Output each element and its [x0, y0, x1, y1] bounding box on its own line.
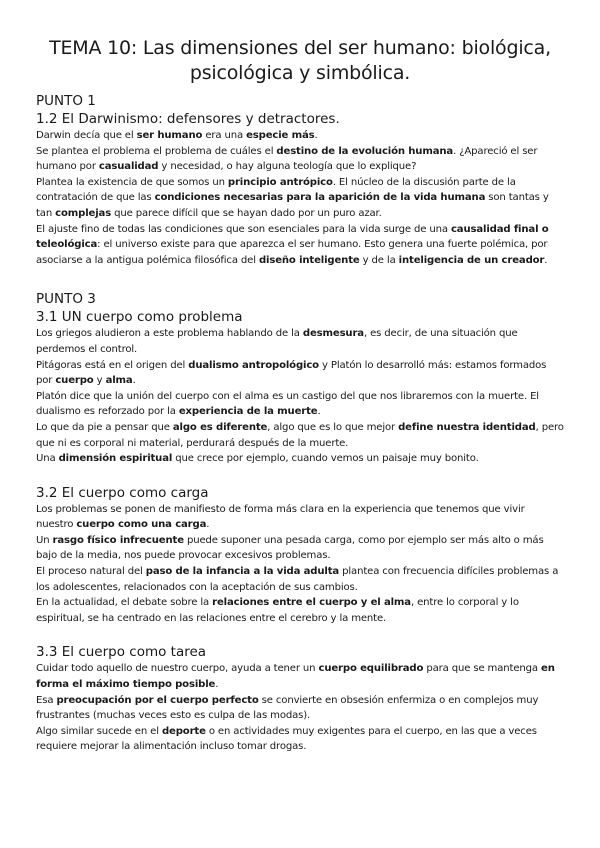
text-run: Darwin decía que el [36, 130, 137, 141]
paragraph [36, 420, 564, 451]
bold-term: cuerpo [55, 375, 94, 387]
text-run: . [206, 519, 210, 531]
title-line-1: TEMA 10: Las dimensiones del ser humano: biológica, [49, 37, 551, 59]
text-run: . [317, 406, 321, 418]
text-run: o en actividades muy exigentes para el cuerpo, en las que a veces requiere mejorar la alimentación incluso tomar drogas. [36, 725, 537, 753]
bold-term: inteligencia de un creador [398, 254, 545, 266]
paragraph [36, 326, 564, 357]
section-heading: 3.1 UN cuerpo como problema [36, 309, 243, 326]
bold-term: dimensión espiritual [58, 453, 173, 465]
text-run: que parece difícil que se hayan dado por un puro azar. [111, 207, 382, 219]
text-run: En la actualidad, el debate sobre la [36, 597, 213, 609]
bold-term: define nuestra identidad [398, 421, 536, 433]
text-run: que crece por ejemplo, cuando vemos un paisaje muy bonito. [172, 453, 479, 465]
paragraph [36, 144, 564, 175]
bold-term: dualismo antropológico [188, 359, 319, 371]
bold-term: cuerpo equilibrado [318, 663, 424, 675]
bold-term: deporte [161, 725, 206, 737]
bold-term: alma [105, 375, 133, 387]
punto-heading: PUNTO 3 [36, 291, 96, 308]
text-run: Se plantea el problema el problema de cuáles el [36, 145, 277, 157]
text-run: Pitágoras está en el origen del [36, 359, 189, 371]
text-run: . [215, 679, 219, 691]
bold-term: especie más [246, 130, 315, 141]
bold-term: causalidad final o teleológica [36, 223, 549, 251]
bold-term: en forma el máximo tiempo posible [36, 663, 555, 691]
text-run: era una [202, 130, 247, 141]
section-gap [36, 467, 564, 484]
section-gap [36, 268, 564, 288]
bold-term: complejas [55, 207, 112, 219]
text-run: Platón dice que la unión del cuerpo con el alma es un castigo del que nos libraremos con la muerte. El dualismo es reforzado por la [36, 390, 539, 418]
paragraph [36, 389, 564, 420]
bold-term: relaciones entre el cuerpo y el alma [212, 597, 411, 609]
bold-term: algo es diferente [172, 421, 268, 433]
text-run: Lo que da pie a pensar que [36, 421, 173, 433]
text-run: y [93, 375, 106, 387]
bold-term: rasgo físico infrecuente [52, 534, 184, 546]
bold-term: ser humano [136, 130, 203, 141]
text-run: , pero que ni es corporal ni material, perdurará después de la muerte. [36, 421, 564, 449]
bold-term: casualidad [98, 161, 159, 173]
text-run: y necesidad, o hay alguna teología que lo explique? [158, 161, 417, 173]
text-run: y Platón lo desarrolló más: estamos formados por [36, 359, 547, 387]
paragraph [36, 222, 564, 269]
paragraph [36, 564, 564, 595]
paragraph [36, 451, 564, 467]
title-line-2: psicológica y simbólica. [189, 62, 411, 84]
bold-term: preocupación por el cuerpo perfecto [56, 694, 259, 706]
document-title [36, 36, 564, 86]
bold-term: desmesura [302, 328, 364, 340]
text-run: y de la [359, 254, 399, 266]
text-run: Algo similar sucede en el [36, 725, 162, 737]
bold-term: condiciones necesarias para la aparición de la vida humana [154, 192, 486, 204]
section-gap [36, 626, 564, 643]
section-heading: 3.3 El cuerpo como tarea [36, 644, 207, 661]
text-run: puede suponer una pesada carga, como por ejemplo ser más alto o más bajo de la media, nos puede provocar excesivos problemas. [36, 534, 544, 562]
paragraph [36, 595, 564, 626]
text-run: , es decir, de una situación que perdemos el control. [36, 328, 518, 355]
text-run: El ajuste fino de todas las condiciones que son esenciales para la vida surge de una [36, 223, 451, 235]
text-run: . El núcleo de la discusión parte de la contratación de que las [36, 176, 516, 204]
bold-term: cuerpo como una carga [76, 519, 207, 531]
document-body [36, 92, 564, 755]
paragraph [36, 661, 564, 692]
text-run: son tantas y tan [36, 192, 549, 219]
text-run: Esa [36, 694, 57, 706]
text-run: para que se mantenga [423, 663, 541, 675]
text-run: Un [36, 534, 53, 546]
paragraph [36, 358, 564, 389]
text-run: plantea con frecuencia difíciles problemas a los adolescentes, relacionados con la aceptación de sus cambios. [36, 566, 559, 593]
paragraph [36, 128, 564, 144]
paragraph [36, 175, 564, 222]
text-run: Cuidar todo aquello de nuestro cuerpo, ayuda a tener un [36, 663, 319, 675]
paragraph [36, 502, 564, 533]
text-run: Los griegos aludieron a este problema hablando de la [36, 328, 303, 340]
bold-term: diseño inteligente [258, 254, 360, 266]
text-run: . [314, 130, 318, 141]
paragraph [36, 533, 564, 564]
text-run: . [132, 375, 136, 387]
punto-heading: PUNTO 1 [36, 93, 96, 109]
text-run: , entre lo corporal y lo espiritual, se ha centrado en las relaciones entre el cerebro y la mente. [36, 597, 519, 624]
text-run: . ¿Apareció el ser humano por [36, 145, 538, 173]
text-run: se convierte en obsesión enfermiza o en complejos muy frustrantes (muchas veces esto es culpa de las modas). [36, 694, 539, 722]
bold-term: principio antrópico [227, 176, 333, 188]
section-heading: 3.2 El cuerpo como carga [36, 484, 209, 501]
bold-term: destino de la evolución humana [276, 145, 454, 157]
bold-term: experiencia de la muerte [178, 406, 318, 418]
bold-term: paso de la infancia a la vida adulta [145, 566, 340, 578]
text-run: Plantea la existencia de que somos un [36, 176, 228, 188]
text-run: , algo que es lo que mejor [267, 421, 399, 433]
text-run: Los problemas se ponen de manifiesto de forma más clara en la experiencia que tenemos que vivir nuestro [36, 503, 525, 531]
paragraph [36, 693, 564, 724]
paragraph [36, 724, 564, 755]
text-run: Una [36, 453, 59, 465]
text-run: El proceso natural del [36, 566, 146, 578]
text-run: : el universo existe para que aparezca el ser humano. Esto genera una fuerte polémica, por asociarse a la antigua polémica filosófica del [36, 239, 548, 266]
text-run: . [544, 254, 548, 266]
section-heading: 1.2 El Darwinismo: defensores y detractores. [36, 111, 340, 127]
